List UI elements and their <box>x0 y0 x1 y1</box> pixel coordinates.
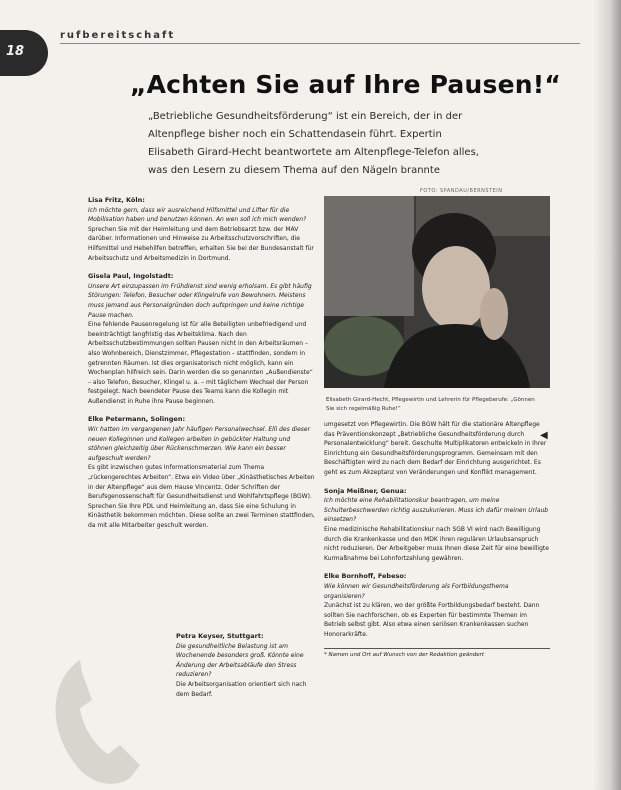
footnote: * Namen und Ort auf Wunsch von der Redaktion geändert <box>324 648 550 661</box>
reader-name: Elke Petermann, Solingen: <box>88 415 186 424</box>
expert-answer: umgesetzt von Pflegewirtin. Die BGW hält für die stationäre Altenpflege das Präventionskonzept „Betriebliche Gesundheitsförderung durch Personalentwicklung“ bereit. Geschulte Multiplikatoren entwickeln in Ihrer Einrichtung ein Gesundheitsförderungsprogramm. Gemeinsam mit den Beschäftigten wird zu nach dem Bedarf der Einrichtung ausgerichtet. Es geht es zum Akzeptanz von Veränderungen und Konflikt management. <box>324 421 547 476</box>
reader-name: Gisela Paul, Ingolstadt: <box>88 272 174 281</box>
left-column <box>88 196 316 540</box>
expert-answer: Zunächst ist zu klären, wo der größte Fortbildungsbedarf besteht. Dann sollten Sie nachforschen, ob es Experten für bestimmte Themen im Betrieb selbst gibt. Also etwa einen seriösen Krankenkassen suchen Honorarkräfte. <box>324 602 540 638</box>
photo-caption: Elisabeth Girard-Hecht, Pflegewirtin und Lehrerin für Pflegeberufe: „Gönnen Sie sich regelmäßig Ruhe!“ <box>326 397 535 412</box>
reader-question: Ich möchte gern, dass wir ausreichend Hilfsmittel und Lifter für die Mobilisation haben und benutzen können. An wen soll ich mich wenden? <box>88 206 307 224</box>
page-number: 18 <box>6 44 25 59</box>
qa-block <box>324 420 550 478</box>
reader-question: Ich möchte eine Rehabilitationskur beantragen, um meine Schulterbeschwerden richtig auszukurieren. Muss ich dafür meinen Urlaub einsetzen? <box>324 497 549 524</box>
qa-block <box>88 415 316 530</box>
qa-block <box>324 487 550 564</box>
expert-answer: Eine medizinische Rehabilitationskur nach SGB VI wird nach Bewilligung durch die Krankenkasse und den MDK ihren regulären Urlaubsanspruch nicht reduzieren. Der Arbeitgeber muss Ihnen diese Zeit für eine bewilligte Kurmaßnahme bei Lohnfortzahlung gewähren. <box>324 525 549 562</box>
expert-photo <box>324 196 550 388</box>
bottom-qa-block <box>176 632 316 699</box>
section-label: rufbereitschaft <box>60 30 176 41</box>
article-lead: „Betriebliche Gesundheitsförderung“ ist ein Bereich, der in der Altenpflege bisher noch ein Schattendasein führt. Expertin Elisabeth Girard-Hecht beantwortete am Altenpflege-Telefon alles, was den Lesern zu diesem Thema auf den Nägeln brannte <box>148 111 479 176</box>
reader-question: Unsere Art einzupassen im Frühdienst sind wenig erholsam. Es gibt häufig Störungen: Telefon, Besucher oder Klingelrufe von Bewohnern. Meistens muss jemand aus Personalgründen doch aufspringen und keine richtige Pause machen. <box>88 282 312 319</box>
reader-question: Wie können wir Gesundheitsförderung als Fortbildungsthema organisieren? <box>324 582 509 600</box>
qa-block <box>88 272 316 406</box>
expert-answer: Sprechen Sie mit der Heimleitung und dem Betriebsarzt bzw. der MAV darüber. Informationen und Hinweise zu Arbeitsschutzvorschriften, die Hilfsmittel und Hebehilfen betreffen, erhalten Sie bei der Bundesanstalt für Arbeitsschutz und Arbeitsmedizin in Dortmund. <box>88 225 314 262</box>
photo-credit: FOTO: SPANDAU/BERNSTEIN <box>420 188 503 194</box>
reader-name: Petra Keyser, Stuttgart: <box>176 632 264 640</box>
header-rule <box>60 43 580 44</box>
reader-name: Sonja Meißner, Genua: <box>324 486 407 495</box>
expert-answer: Die Arbeitsorganisation orientiert sich nach dem Bedarf. <box>176 680 307 698</box>
expert-answer: Es gibt inzwischen gutes Informationsmaterial zum Thema „rückengerechtes Arbeiten“. Etwa ein Video über „Kinästhetisches Arbeiten in der Altenpflege“ aus dem Hause Vincentz. Oder Schriften der Berufsgenossenschaft für Gesundheitsdienst und Wohlfahrtspflege (BGW). Sprechen Sie Ihre PDL und Heimleitung an, dass Sie eine Schulung in Kinästhetik bekommen möchten. Diese sollte an zwei Terminen stattfinden, da mit alle Mitarbeiter geschult werden. <box>88 464 315 529</box>
reader-question: Die gesundheitliche Belastung ist am Wochenende besonders groß. Könnte eine Änderung der Arbeitsabläufe den Stress reduzieren? <box>176 642 304 679</box>
qa-block <box>324 572 550 639</box>
qa-block <box>88 196 316 263</box>
reader-name: Lisa Fritz, Köln: <box>88 196 145 204</box>
reader-name: Elke Bornhoff, Febeso: <box>324 572 407 581</box>
page-binding-shadow <box>593 0 621 790</box>
expert-answer: Eine fehlende Pausenregelung ist für alle Beteiligten unbefriedigend und beeinträchtigt langfristig das Arbeitsklima. Nach den Arbeitsschutzbestimmungen sollten Pausen nicht in den Arbeitsräumen – also Wohnbereich, Dienstzimmer, Pflegestation – stattfinden, sondern in getrennten Räumen. Ist dies organisatorisch nicht möglich, kann ein Wochenplan hilfreich sein. Darin werden die so genannten „Außendienste“ – also Telefon, Besucher, Klingel u. a. – mit täglichem Wechsel der Person festgelegt. Nach beendeter Pause des Teams kann die Kollegin mit Außendienst in Ruhe ihre Pause beginnen. <box>88 321 313 405</box>
continue-arrow-icon: ◀ <box>540 430 548 441</box>
right-column <box>324 420 550 661</box>
telephone-icon <box>40 650 170 790</box>
portrait-illustration <box>324 196 550 388</box>
reader-question: Wir hatten im vergangenen Jahr häufigen Personalwechsel. Elli des dieser neuen Kolleginnen und Kollegen arbeiten in gebückter Haltung und stöhnen gleichzeitig über Rückenschmerzen. Wie kann ein besser aufgeschult werden? <box>88 426 311 462</box>
article-title: „Achten Sie auf Ihre Pausen!“ <box>130 70 561 99</box>
